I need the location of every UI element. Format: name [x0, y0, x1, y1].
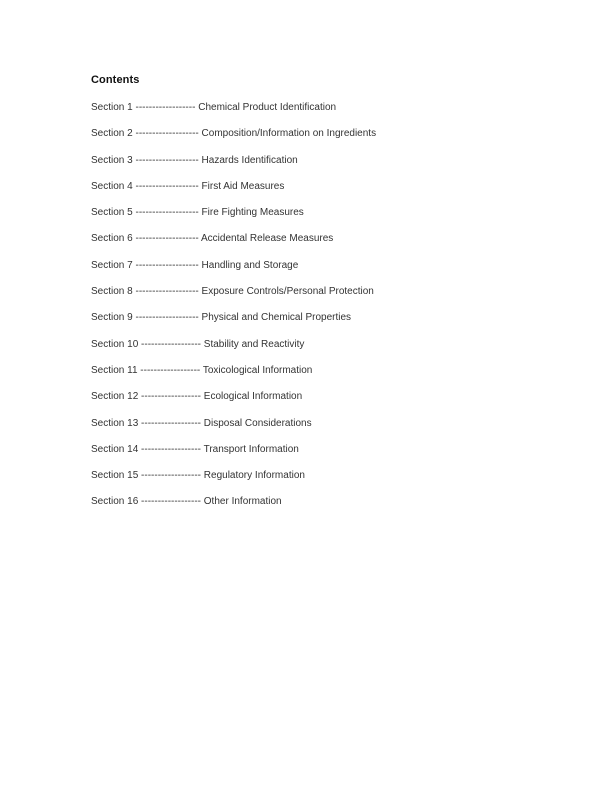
toc-section-title: First Aid Measures	[201, 180, 285, 192]
toc-section-number: Section 12	[91, 391, 139, 403]
toc-section-title: Regulatory Information	[203, 470, 305, 482]
toc-entry	[91, 338, 376, 364]
toc-leader: -------------------	[135, 259, 199, 271]
toc-section-title: Exposure Controls/Personal Protection	[201, 286, 374, 298]
toc-section-number: Section 16	[91, 496, 139, 508]
toc-section-number: Section 9	[91, 312, 133, 324]
toc-section-title: Handling and Storage	[201, 259, 299, 271]
toc-section-title: Ecological Information	[203, 391, 303, 403]
toc-leader: ------------------	[141, 443, 201, 455]
toc-section-number: Section 7	[91, 259, 133, 271]
toc-entry	[91, 206, 376, 232]
toc-entry	[91, 101, 376, 127]
toc-section-title: Disposal Considerations	[203, 417, 312, 429]
toc-entry	[91, 417, 376, 443]
toc-leader: -------------------	[135, 207, 199, 219]
toc-section-number: Section 5	[91, 207, 133, 219]
toc-leader: ------------------	[141, 496, 201, 508]
toc-entry	[91, 364, 376, 390]
toc-leader: ------------------	[135, 102, 196, 113]
toc-section-number: Section 14	[91, 443, 139, 455]
toc-entry	[91, 469, 376, 495]
toc-section-number: Section 3	[91, 154, 133, 166]
toc-section-title: Other Information	[203, 496, 282, 508]
toc-section-number: Section 6	[91, 233, 133, 245]
toc-section-number: Section 15	[91, 470, 139, 482]
toc-entry	[91, 443, 376, 469]
toc-section-title: Fire Fighting Measures	[201, 207, 304, 219]
contents-heading: Contents	[91, 74, 140, 86]
toc-entry	[91, 311, 376, 337]
toc-section-title: Toxicological Information	[202, 364, 313, 376]
toc-leader: ------------------	[141, 391, 201, 403]
toc-leader: ------------------	[141, 338, 201, 350]
toc-leader: ------------------	[141, 470, 201, 482]
toc-section-number: Section 2	[91, 128, 133, 140]
toc-entry	[91, 495, 376, 521]
toc-section-number: Section 11	[91, 364, 138, 376]
toc-entry	[91, 285, 376, 311]
toc-section-title: Composition/Information on Ingredients	[201, 128, 377, 140]
toc-leader: ------------------	[141, 417, 201, 429]
toc-section-number: Section 13	[91, 417, 139, 429]
toc-entry	[91, 259, 376, 285]
toc-entry	[91, 127, 376, 153]
toc-leader: -------------------	[135, 312, 199, 324]
toc-entry	[91, 154, 376, 180]
toc-entry	[91, 390, 376, 416]
toc-leader: ------------------	[140, 364, 201, 376]
toc-leader: -------------------	[135, 180, 199, 192]
toc-section-title: Hazards Identification	[201, 154, 298, 166]
toc-section-title: Physical and Chemical Properties	[201, 312, 352, 324]
toc-leader: -------------------	[135, 233, 199, 245]
toc-leader: -------------------	[135, 128, 199, 140]
toc-section-title: Accidental Release Measures	[201, 233, 334, 245]
toc-section-number: Section 4	[91, 180, 133, 192]
toc-section-number: Section 8	[91, 286, 133, 298]
toc-section-number: Section 10	[91, 338, 139, 350]
toc-section-title: Stability and Reactivity	[203, 338, 305, 350]
toc-leader: -------------------	[135, 286, 199, 298]
toc-entry	[91, 180, 376, 206]
table-of-contents	[91, 101, 376, 522]
toc-section-title: Chemical Product Identification	[198, 102, 337, 113]
toc-leader: -------------------	[135, 154, 199, 166]
toc-entry	[91, 232, 376, 258]
toc-section-title: Transport Information	[203, 443, 299, 455]
toc-section-number: Section 1	[91, 102, 133, 113]
